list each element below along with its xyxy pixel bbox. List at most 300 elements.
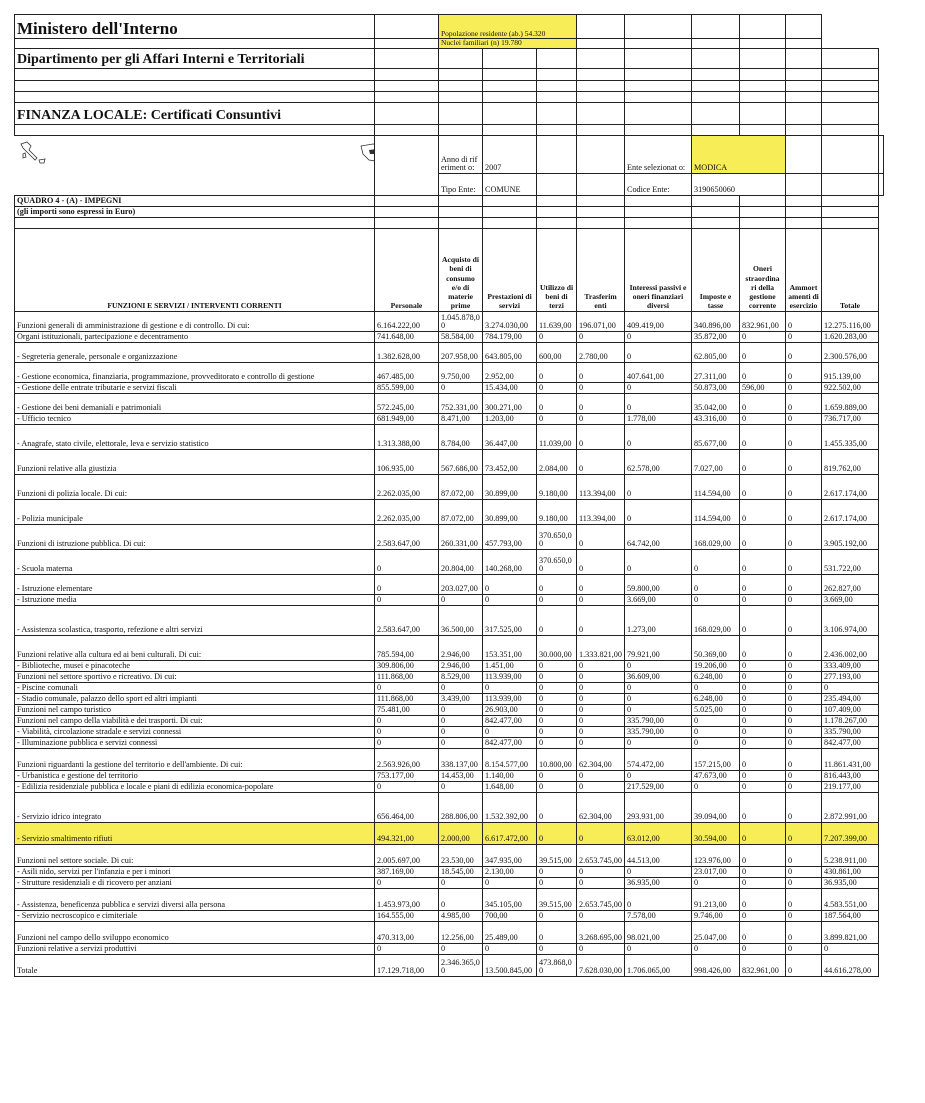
- value-cell: 0: [692, 715, 740, 726]
- value-cell: 681.949,00: [375, 413, 439, 424]
- value-cell: 470.313,00: [375, 921, 439, 943]
- col-ammortamenti: Ammort amenti di esercizio: [786, 228, 822, 311]
- value-cell: 0: [577, 549, 625, 574]
- value-cell: 0: [786, 921, 822, 943]
- value-cell: 0: [537, 866, 577, 877]
- value-cell: 113.939,00: [483, 671, 537, 682]
- value-cell: 0: [740, 888, 786, 910]
- value-cell: 567.686,00: [439, 449, 483, 474]
- value-cell: 457.793,00: [483, 524, 537, 549]
- year-label: Anno di riferiment o:: [439, 135, 483, 173]
- value-cell: 0: [786, 888, 822, 910]
- value-cell: 0: [537, 660, 577, 671]
- value-cell: 0: [740, 635, 786, 660]
- row-label: Funzioni nel campo della viabilità e dei trasporti. Di cui:: [15, 715, 375, 726]
- value-cell: 2.130,00: [483, 866, 537, 877]
- value-cell: 0: [625, 382, 692, 393]
- value-cell: 2.084,00: [537, 449, 577, 474]
- value-cell: 196.071,00: [577, 311, 625, 331]
- table-row: [15, 877, 884, 888]
- tipo-value: COMUNE: [483, 173, 537, 195]
- value-cell: 0: [786, 682, 822, 693]
- value-cell: 168.029,00: [692, 605, 740, 635]
- value-cell: 0: [786, 715, 822, 726]
- population-cell: Popolazione residente (ab.) 54.320: [439, 15, 577, 39]
- value-cell: 1.178.267,00: [822, 715, 879, 726]
- value-cell: 2.653.745,00: [577, 844, 625, 866]
- value-cell: 0: [740, 822, 786, 844]
- row-label: Funzioni relative alla cultura ed ai beni culturali. Di cui:: [15, 635, 375, 660]
- value-cell: 1.453.973,00: [375, 888, 439, 910]
- value-cell: 345.105,00: [483, 888, 537, 910]
- value-cell: 85.677,00: [692, 424, 740, 449]
- value-cell: 842.477,00: [822, 737, 879, 748]
- value-cell: 0: [692, 726, 740, 737]
- value-cell: 36.609,00: [625, 671, 692, 682]
- table-row: [15, 888, 884, 910]
- col-acquisto: Acquisto di beni di consumo e/o di materie prime: [439, 228, 483, 311]
- value-cell: 0: [439, 382, 483, 393]
- value-cell: 0: [786, 844, 822, 866]
- value-cell: 87.072,00: [439, 474, 483, 499]
- value-cell: 0: [786, 605, 822, 635]
- table-row: [15, 424, 884, 449]
- value-cell: 1.382.628,00: [375, 342, 439, 362]
- value-cell: 0: [625, 682, 692, 693]
- row-label: Funzioni generali di amministrazione di gestione e di controllo. Di cui:: [15, 311, 375, 331]
- value-cell: 842.477,00: [483, 715, 537, 726]
- value-cell: 407.641,00: [625, 362, 692, 382]
- value-cell: 0: [577, 737, 625, 748]
- value-cell: 387.169,00: [375, 866, 439, 877]
- value-cell: 0: [577, 524, 625, 549]
- row-label: - Edilizia residenziale pubblica e locale e piani di edilizia economica-popolare: [15, 781, 375, 792]
- value-cell: 0: [740, 770, 786, 781]
- value-cell: 1.333.821,00: [577, 635, 625, 660]
- value-cell: 0: [740, 704, 786, 715]
- value-cell: 9.180,00: [537, 474, 577, 499]
- value-cell: 1.203,00: [483, 413, 537, 424]
- value-cell: 260.331,00: [439, 524, 483, 549]
- value-cell: 11.861.431,00: [822, 748, 879, 770]
- value-cell: 1.706.065,00: [625, 954, 692, 976]
- value-cell: 700,00: [483, 910, 537, 921]
- value-cell: 0: [786, 770, 822, 781]
- row-label: - Assistenza scolastica, trasporto, refezione e altri servizi: [15, 605, 375, 635]
- value-cell: 2.300.576,00: [822, 342, 879, 362]
- value-cell: 842.477,00: [483, 737, 537, 748]
- value-cell: 531.722,00: [822, 549, 879, 574]
- table-row: [15, 715, 884, 726]
- value-cell: 0: [537, 393, 577, 413]
- value-cell: 30.000,00: [537, 635, 577, 660]
- value-cell: 107.409,00: [822, 704, 879, 715]
- row-label: - Illuminazione pubblica e servizi connessi: [15, 737, 375, 748]
- value-cell: 0: [537, 704, 577, 715]
- value-cell: 0: [537, 671, 577, 682]
- value-cell: 3.899.821,00: [822, 921, 879, 943]
- value-cell: 35.042,00: [692, 393, 740, 413]
- value-cell: 2.583.647,00: [375, 605, 439, 635]
- value-cell: 0: [740, 682, 786, 693]
- value-cell: 91.213,00: [692, 888, 740, 910]
- value-cell: 335.790,00: [822, 726, 879, 737]
- table-row: [15, 331, 884, 342]
- value-cell: 0: [577, 393, 625, 413]
- value-cell: 0: [786, 393, 822, 413]
- value-cell: 0: [740, 594, 786, 605]
- value-cell: 18.545,00: [439, 866, 483, 877]
- value-cell: 0: [740, 943, 786, 954]
- value-cell: 0: [483, 574, 537, 594]
- table-row: [15, 866, 884, 877]
- value-cell: 0: [786, 499, 822, 524]
- value-cell: 0: [740, 726, 786, 737]
- value-cell: 0: [577, 910, 625, 921]
- value-cell: 0: [537, 943, 577, 954]
- row-label: Funzioni nel settore sportivo e ricreativo. Di cui:: [15, 671, 375, 682]
- value-cell: 0: [740, 737, 786, 748]
- table-row: [15, 574, 884, 594]
- value-cell: 0: [740, 549, 786, 574]
- value-cell: 467.485,00: [375, 362, 439, 382]
- value-cell: 0: [577, 605, 625, 635]
- value-cell: 2.583.647,00: [375, 524, 439, 549]
- spreadsheet-grid: [14, 14, 884, 977]
- value-cell: 0: [786, 549, 822, 574]
- table-row: [15, 594, 884, 605]
- table-row: [15, 770, 884, 781]
- table-row: [15, 449, 884, 474]
- value-cell: 58.584,00: [439, 331, 483, 342]
- value-cell: 0: [740, 877, 786, 888]
- value-cell: 0: [786, 594, 822, 605]
- value-cell: 0: [537, 877, 577, 888]
- value-cell: 262.827,00: [822, 574, 879, 594]
- value-cell: 23.017,00: [692, 866, 740, 877]
- value-cell: 1.273,00: [625, 605, 692, 635]
- value-cell: 1.045.878,00: [439, 311, 483, 331]
- value-cell: 7.578,00: [625, 910, 692, 921]
- value-cell: 2.653.745,00: [577, 888, 625, 910]
- value-cell: 0: [537, 910, 577, 921]
- value-cell: 3.669,00: [822, 594, 879, 605]
- value-cell: 0: [577, 660, 625, 671]
- value-cell: 0: [786, 910, 822, 921]
- value-cell: 111.868,00: [375, 693, 439, 704]
- value-cell: 75.481,00: [375, 704, 439, 715]
- value-cell: 2.262.035,00: [375, 499, 439, 524]
- value-cell: 3.669,00: [625, 594, 692, 605]
- value-cell: 2.952,00: [483, 362, 537, 382]
- value-cell: 0: [625, 943, 692, 954]
- value-cell: 855.599,00: [375, 382, 439, 393]
- value-cell: 0: [537, 792, 577, 822]
- value-cell: 36.447,00: [483, 424, 537, 449]
- row-label: Funzioni nel campo turistico: [15, 704, 375, 715]
- value-cell: 3.439,00: [439, 693, 483, 704]
- value-cell: 347.935,00: [483, 844, 537, 866]
- value-cell: 2.563.926,00: [375, 748, 439, 770]
- value-cell: 0: [537, 693, 577, 704]
- value-cell: 0: [786, 413, 822, 424]
- value-cell: 409.419,00: [625, 311, 692, 331]
- value-cell: 0: [577, 715, 625, 726]
- value-cell: 1.140,00: [483, 770, 537, 781]
- value-cell: 0: [625, 331, 692, 342]
- value-cell: 25.047,00: [692, 921, 740, 943]
- value-cell: 574.472,00: [625, 748, 692, 770]
- row-label: - Ufficio tecnico: [15, 413, 375, 424]
- value-cell: 0: [375, 781, 439, 792]
- value-cell: 0: [625, 660, 692, 671]
- value-cell: 0: [786, 866, 822, 877]
- value-cell: 203.027,00: [439, 574, 483, 594]
- value-cell: 1.659.889,00: [822, 393, 879, 413]
- value-cell: 39.515,00: [537, 844, 577, 866]
- value-cell: 0: [439, 888, 483, 910]
- value-cell: 335.790,00: [625, 715, 692, 726]
- row-label: Funzioni nel settore sociale. Di cui:: [15, 844, 375, 866]
- row-label: - Strutture residenziali e di ricovero per anziani: [15, 877, 375, 888]
- row-label: - Urbanistica e gestione del territorio: [15, 770, 375, 781]
- value-cell: 44.616.278,00: [822, 954, 879, 976]
- row-label: - Stadio comunale, palazzo dello sport ed altri impianti: [15, 693, 375, 704]
- value-cell: 79.921,00: [625, 635, 692, 660]
- value-cell: 0: [439, 594, 483, 605]
- value-cell: 0: [692, 594, 740, 605]
- value-cell: 106.935,00: [375, 449, 439, 474]
- value-cell: 0: [537, 594, 577, 605]
- value-cell: 0: [625, 393, 692, 413]
- value-cell: 0: [537, 605, 577, 635]
- row-label: Funzioni di istruzione pubblica. Di cui:: [15, 524, 375, 549]
- value-cell: 0: [577, 877, 625, 888]
- value-cell: 317.525,00: [483, 605, 537, 635]
- value-cell: 113.939,00: [483, 693, 537, 704]
- value-cell: 0: [537, 715, 577, 726]
- value-cell: 0: [822, 943, 879, 954]
- value-cell: 0: [577, 682, 625, 693]
- value-cell: 2.436.002,00: [822, 635, 879, 660]
- value-cell: 11.639,00: [537, 311, 577, 331]
- value-cell: 0: [786, 660, 822, 671]
- value-cell: 0: [786, 822, 822, 844]
- value-cell: 5.238.911,00: [822, 844, 879, 866]
- value-cell: 0: [740, 331, 786, 342]
- table-row: [15, 524, 884, 549]
- value-cell: 340.896,00: [692, 311, 740, 331]
- value-cell: 39.515,00: [537, 888, 577, 910]
- value-cell: 0: [625, 499, 692, 524]
- value-cell: 1.455.335,00: [822, 424, 879, 449]
- table-row: [15, 726, 884, 737]
- value-cell: 7.207.399,00: [822, 822, 879, 844]
- value-cell: 2.872.991,00: [822, 792, 879, 822]
- col-oneri: Oneri straordina ri della gestione corrente: [740, 228, 786, 311]
- value-cell: 36.500,00: [439, 605, 483, 635]
- value-cell: 600,00: [537, 342, 577, 362]
- value-cell: 217.529,00: [625, 781, 692, 792]
- value-cell: 2.617.174,00: [822, 499, 879, 524]
- table-row: [15, 792, 884, 822]
- value-cell: 0: [740, 449, 786, 474]
- value-cell: 596,00: [740, 382, 786, 393]
- value-cell: 0: [786, 726, 822, 737]
- value-cell: 164.555,00: [375, 910, 439, 921]
- value-cell: 8.154.577,00: [483, 748, 537, 770]
- value-cell: 0: [786, 943, 822, 954]
- value-cell: 0: [375, 726, 439, 737]
- value-cell: 62.304,00: [577, 748, 625, 770]
- value-cell: 25.489,00: [483, 921, 537, 943]
- value-cell: 157.215,00: [692, 748, 740, 770]
- value-cell: 98.021,00: [625, 921, 692, 943]
- value-cell: 207.958,00: [439, 342, 483, 362]
- department-title: Dipartimento per gli Affari Interni e Territoriali: [15, 48, 375, 68]
- value-cell: 3.106.974,00: [822, 605, 879, 635]
- table-row: [15, 921, 884, 943]
- value-cell: 59.800,00: [625, 574, 692, 594]
- households-cell: Nuclei familiari (n) 19.780: [439, 39, 577, 49]
- value-cell: 0: [577, 382, 625, 393]
- value-cell: 752.331,00: [439, 393, 483, 413]
- value-cell: 35.872,00: [692, 331, 740, 342]
- value-cell: 572.245,00: [375, 393, 439, 413]
- value-cell: 8.529,00: [439, 671, 483, 682]
- value-cell: 0: [577, 574, 625, 594]
- value-cell: 0: [692, 549, 740, 574]
- value-cell: 0: [537, 781, 577, 792]
- value-cell: 0: [740, 362, 786, 382]
- value-cell: 0: [786, 342, 822, 362]
- value-cell: 3.274.030,00: [483, 311, 537, 331]
- value-cell: 0: [375, 737, 439, 748]
- value-cell: 0: [483, 877, 537, 888]
- value-cell: 0: [625, 888, 692, 910]
- value-cell: 832.961,00: [740, 311, 786, 331]
- value-cell: 0: [577, 594, 625, 605]
- value-cell: 0: [740, 393, 786, 413]
- col-prestazioni: Prestazioni di servizi: [483, 228, 537, 311]
- row-label: - Assistenza, beneficenza pubblica e servizi diversi alla persona: [15, 888, 375, 910]
- value-cell: 915.139,00: [822, 362, 879, 382]
- value-cell: 0: [439, 682, 483, 693]
- value-cell: 30.594,00: [692, 822, 740, 844]
- value-cell: 0: [692, 943, 740, 954]
- value-cell: 293.931,00: [625, 792, 692, 822]
- value-cell: 0: [740, 792, 786, 822]
- col-funzioni: FUNZIONI E SERVIZI / INTERVENTI CORRENTI: [15, 228, 375, 311]
- table-row: [15, 413, 884, 424]
- value-cell: 0: [692, 781, 740, 792]
- value-cell: 0: [692, 682, 740, 693]
- value-cell: 0: [577, 693, 625, 704]
- value-cell: 12.275.116,00: [822, 311, 879, 331]
- value-cell: 50.873,00: [692, 382, 740, 393]
- value-cell: 0: [786, 382, 822, 393]
- value-cell: 785.594,00: [375, 635, 439, 660]
- value-cell: 62.578,00: [625, 449, 692, 474]
- value-cell: 4.583.551,00: [822, 888, 879, 910]
- value-cell: 0: [577, 822, 625, 844]
- value-cell: 114.594,00: [692, 474, 740, 499]
- value-cell: 0: [740, 781, 786, 792]
- value-cell: 0: [625, 737, 692, 748]
- value-cell: 370.650,00: [537, 524, 577, 549]
- value-cell: 6.164.222,00: [375, 311, 439, 331]
- value-cell: 0: [786, 748, 822, 770]
- value-cell: 11.039,00: [537, 424, 577, 449]
- value-cell: 0: [740, 424, 786, 449]
- row-label: - Servizio smaltimento rifiuti: [15, 822, 375, 844]
- value-cell: 17.129.718,00: [375, 954, 439, 976]
- value-cell: 0: [740, 671, 786, 682]
- sicily-map-icon: [355, 140, 375, 166]
- value-cell: 0: [537, 682, 577, 693]
- row-label: - Gestione delle entrate tributarie e servizi fiscali: [15, 382, 375, 393]
- value-cell: 0: [740, 715, 786, 726]
- col-personale: Personale: [375, 228, 439, 311]
- row-label: - Gestione economica, finanziaria, programmazione, provveditorato e controllo di gestione: [15, 362, 375, 382]
- table-row: [15, 393, 884, 413]
- value-cell: 0: [625, 424, 692, 449]
- value-cell: 12.256,00: [439, 921, 483, 943]
- quadro-title: QUADRO 4 - (A) - IMPEGNI: [15, 195, 375, 206]
- value-cell: 0: [537, 331, 577, 342]
- row-label: Organi istituzionali, partecipazione e decentramento: [15, 331, 375, 342]
- value-cell: 0: [740, 474, 786, 499]
- col-trasferimenti: Trasferim enti: [577, 228, 625, 311]
- value-cell: 7.027,00: [692, 449, 740, 474]
- value-cell: 0: [439, 726, 483, 737]
- value-cell: 0: [577, 781, 625, 792]
- value-cell: 1.778,00: [625, 413, 692, 424]
- value-cell: 235.494,00: [822, 693, 879, 704]
- value-cell: 643.805,00: [483, 342, 537, 362]
- value-cell: 288.806,00: [439, 792, 483, 822]
- value-cell: 0: [786, 331, 822, 342]
- codice-label: Codice Ente:: [625, 173, 692, 195]
- value-cell: 0: [375, 682, 439, 693]
- report-title: FINANZA LOCALE: Certificati Consuntivi: [15, 102, 375, 124]
- value-cell: 0: [439, 715, 483, 726]
- value-cell: 62.805,00: [692, 342, 740, 362]
- value-cell: 0: [786, 424, 822, 449]
- row-label: Funzioni di polizia locale. Di cui:: [15, 474, 375, 499]
- value-cell: 2.946,00: [439, 660, 483, 671]
- table-row: [15, 342, 884, 362]
- table-row: [15, 693, 884, 704]
- value-cell: 0: [375, 943, 439, 954]
- value-cell: 2.780,00: [577, 342, 625, 362]
- value-cell: 309.806,00: [375, 660, 439, 671]
- value-cell: 0: [577, 770, 625, 781]
- value-cell: 0: [625, 770, 692, 781]
- table-row: [15, 474, 884, 499]
- value-cell: 64.742,00: [625, 524, 692, 549]
- value-cell: 0: [537, 737, 577, 748]
- value-cell: 9.180,00: [537, 499, 577, 524]
- value-cell: 0: [786, 877, 822, 888]
- ente-value: MODICA: [692, 135, 786, 173]
- value-cell: 19.206,00: [692, 660, 740, 671]
- value-cell: 113.394,00: [577, 499, 625, 524]
- row-label: Funzioni nel campo dello sviluppo economico: [15, 921, 375, 943]
- value-cell: 0: [375, 574, 439, 594]
- value-cell: 0: [483, 943, 537, 954]
- tipo-label: Tipo Ente:: [439, 173, 483, 195]
